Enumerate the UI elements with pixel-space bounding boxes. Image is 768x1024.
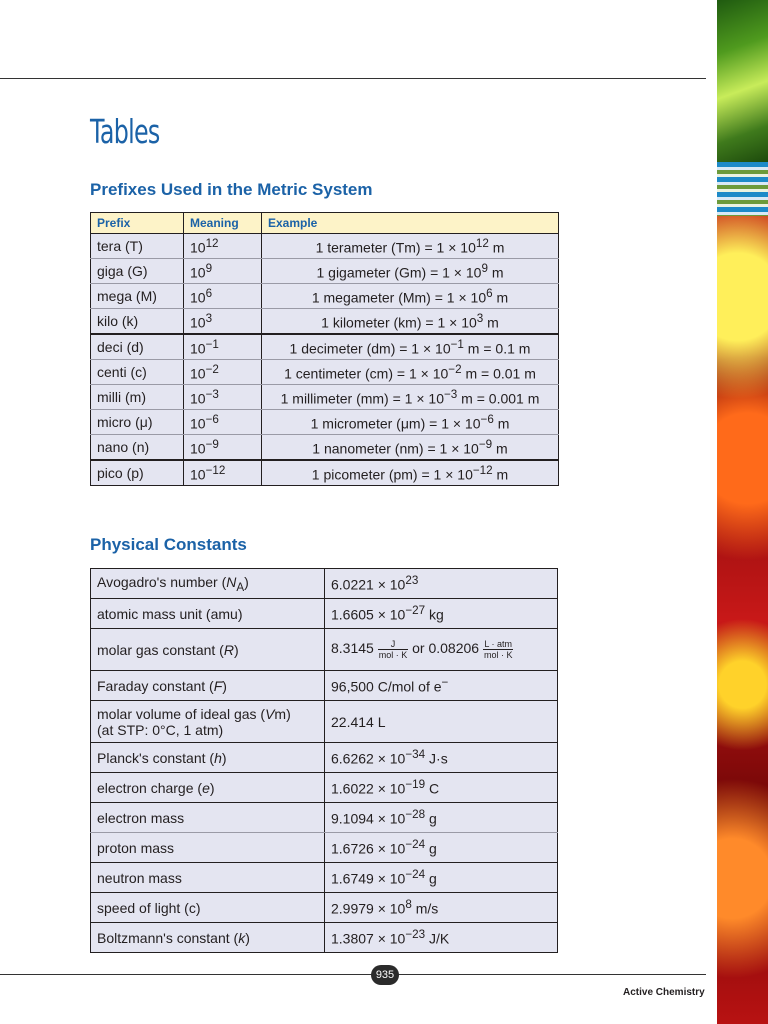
meaning-cell — [184, 259, 262, 284]
example-exponent: −1 — [450, 337, 464, 351]
prefix-cell: kilo (k) — [91, 309, 184, 335]
side-image-red — [717, 216, 768, 1024]
constant-value: 96,500 C/mol of e — [331, 678, 442, 695]
constant-name-end: ) — [245, 929, 250, 946]
example-text: 1 micrometer (μm) = 1 × 10 — [310, 415, 481, 432]
side-image-stripes — [717, 162, 768, 216]
constant-row — [91, 773, 558, 803]
example-suffix: m — [483, 314, 499, 331]
example-cell — [262, 435, 559, 461]
meaning-exponent: 6 — [205, 286, 213, 300]
example-cell — [262, 385, 559, 410]
constant-name-cell — [91, 743, 325, 773]
example-cell — [262, 334, 559, 360]
constant-value-cell — [325, 629, 558, 671]
constant-value-cell — [325, 569, 558, 599]
constant-name: molar gas constant ( — [97, 641, 224, 658]
example-exponent: 12 — [475, 236, 489, 250]
constant-name: neutron mass — [97, 869, 182, 886]
constant-name-cell — [91, 629, 325, 671]
constant-name-cell — [91, 773, 325, 803]
constant-name-cell — [91, 833, 325, 863]
prefix-table — [90, 212, 559, 486]
meaning-exponent: −3 — [205, 387, 219, 401]
constant-unit: kg — [425, 606, 444, 623]
constant-name: atomic mass unit (amu) — [97, 605, 243, 622]
constant-name-end: m) — [274, 705, 291, 722]
example-text: 1 millimeter (mm) = 1 × 10 — [280, 390, 444, 407]
constant-name-end: ) — [222, 677, 227, 694]
fraction-denominator: mol · K — [378, 650, 408, 660]
example-exponent: −2 — [448, 362, 462, 376]
prefix-cell: nano (n) — [91, 435, 184, 461]
constant-symbol: F — [213, 677, 223, 694]
constant-name-end: ) — [209, 779, 215, 796]
constant-exponent: −24 — [405, 868, 426, 882]
constant-name: Faraday constant ( — [97, 677, 214, 694]
constant-name: electron charge ( — [97, 779, 203, 796]
example-text: 1 megameter (Mm) = 1 × 10 — [311, 289, 487, 306]
constant-value: 2.9979 × 10 — [331, 900, 406, 917]
constant-value: 1.6605 × 10 — [331, 606, 406, 623]
constant-name-cell — [91, 599, 325, 629]
meaning-base: 10 — [190, 466, 206, 483]
meaning-base: 10 — [190, 289, 206, 306]
constant-value-cell — [325, 701, 558, 743]
fraction-numerator: J — [378, 639, 409, 650]
constant-name: Planck's constant ( — [97, 749, 215, 766]
meaning-base: 10 — [190, 314, 206, 331]
prefix-row — [91, 284, 559, 309]
constant-value: 6.6262 × 10 — [331, 750, 406, 767]
constant-unit: g — [425, 840, 437, 857]
example-text: 1 nanometer (nm) = 1 × 10 — [312, 440, 479, 457]
constant-name-line2: (at STP: 0°C, 1 atm) — [97, 721, 224, 738]
constant-name-cell — [91, 803, 325, 833]
meaning-base: 10 — [190, 239, 206, 256]
example-text: 1 kilometer (km) = 1 × 10 — [321, 314, 477, 331]
prefix-cell: tera (T) — [91, 234, 184, 259]
example-exponent: −12 — [472, 463, 493, 477]
constant-value: 1.6749 × 10 — [331, 870, 406, 887]
meaning-base: 10 — [190, 365, 206, 382]
prefix-cell: deci (d) — [91, 334, 184, 360]
meaning-cell — [184, 460, 262, 486]
example-suffix: m — [492, 440, 508, 457]
prefix-cell: giga (G) — [91, 259, 184, 284]
example-suffix: m = 0.01 m — [461, 365, 536, 382]
constant-row — [91, 569, 558, 599]
example-cell — [262, 460, 559, 486]
prefix-cell: micro (μ) — [91, 410, 184, 435]
example-text: 1 gigameter (Gm) = 1 × 10 — [316, 264, 482, 281]
prefix-cell: mega (M) — [91, 284, 184, 309]
constants-table — [90, 568, 558, 953]
decorative-side-image — [717, 0, 768, 1024]
constant-value: 1.6022 × 10 — [331, 780, 406, 797]
constant-name: electron mass — [97, 809, 185, 826]
constant-name-end: ) — [244, 573, 249, 590]
meaning-base: 10 — [190, 390, 206, 407]
example-text: 1 terameter (Tm) = 1 × 10 — [315, 239, 476, 256]
constant-name-cell — [91, 863, 325, 893]
prefix-row — [91, 234, 559, 259]
constant-symbol: e — [202, 779, 210, 796]
page-number-badge: 935 — [371, 965, 399, 985]
constant-value-cell — [325, 671, 558, 701]
constant-exponent: −34 — [405, 748, 426, 762]
constant-symbol: k — [238, 929, 246, 946]
header-prefix: Prefix — [91, 213, 184, 234]
meaning-base: 10 — [190, 340, 206, 357]
constant-value-cell — [325, 893, 558, 923]
constant-exponent: − — [441, 676, 449, 690]
constant-symbol: R — [223, 641, 234, 658]
side-image-green — [717, 0, 768, 162]
constant-unit: g — [425, 810, 437, 827]
example-suffix: m = 0.001 m — [457, 390, 540, 407]
prefix-row — [91, 334, 559, 360]
example-text: 1 picometer (pm) = 1 × 10 — [311, 466, 473, 483]
constant-value-cell — [325, 773, 558, 803]
constant-name-end: ) — [221, 749, 227, 766]
constant-exponent: −28 — [405, 808, 426, 822]
constant-name: Boltzmann's constant ( — [97, 929, 239, 946]
constant-row — [91, 701, 558, 743]
page-title: Tables — [90, 112, 160, 151]
constant-value-cell — [325, 863, 558, 893]
meaning-exponent: −2 — [205, 362, 219, 376]
example-cell — [262, 309, 559, 335]
constant-symbol: N — [226, 573, 237, 590]
meaning-cell — [184, 234, 262, 259]
example-suffix: m — [492, 289, 509, 306]
unit-fraction — [483, 639, 514, 660]
meaning-cell — [184, 360, 262, 385]
example-cell — [262, 410, 559, 435]
meaning-cell — [184, 334, 262, 360]
example-exponent: 3 — [476, 311, 484, 325]
example-text: 1 decimeter (dm) = 1 × 10 — [289, 340, 451, 357]
example-exponent: −6 — [480, 412, 494, 426]
example-text: 1 centimeter (cm) = 1 × 10 — [284, 365, 449, 382]
fraction-numerator: L · atm — [484, 639, 513, 649]
constant-name-end: ) — [233, 641, 239, 658]
meaning-exponent: 12 — [205, 236, 219, 250]
footer-book-title: Active Chemistry — [623, 987, 705, 998]
meaning-cell — [184, 385, 262, 410]
constant-value: 22.414 L — [331, 713, 386, 730]
meaning-base: 10 — [190, 440, 206, 457]
prefix-row — [91, 460, 559, 486]
constant-name-cell — [91, 893, 325, 923]
example-suffix: m = 0.1 m — [463, 340, 531, 357]
prefix-row — [91, 410, 559, 435]
constant-value: 1.6726 × 10 — [331, 840, 406, 857]
meaning-cell — [184, 284, 262, 309]
constant-unit: J·s — [425, 750, 448, 767]
example-suffix: m — [488, 239, 505, 256]
example-exponent: −3 — [443, 387, 458, 401]
constant-name-cell — [91, 671, 325, 701]
constant-exponent: −24 — [405, 838, 426, 852]
prefix-row — [91, 309, 559, 335]
prefix-row — [91, 259, 559, 284]
meaning-exponent: 3 — [205, 311, 213, 325]
constant-value-alt: or 0.08206 — [408, 640, 483, 657]
constant-symbol: V — [265, 705, 275, 722]
meaning-cell — [184, 410, 262, 435]
header-example: Example — [262, 213, 559, 234]
prefix-row — [91, 385, 559, 410]
meaning-exponent: −6 — [205, 412, 219, 426]
constant-row — [91, 863, 558, 893]
prefix-table-header — [91, 213, 559, 234]
constant-subscript: A — [236, 580, 245, 594]
constant-exponent: 23 — [405, 574, 419, 588]
constant-value: 8.3145 — [331, 640, 374, 657]
constant-unit: J/K — [425, 930, 450, 947]
prefix-row — [91, 360, 559, 385]
constant-row — [91, 803, 558, 833]
constant-name: molar volume of ideal gas ( — [97, 705, 266, 722]
example-suffix: m — [493, 415, 510, 432]
meaning-exponent: −9 — [205, 437, 219, 451]
constant-value: 6.0221 × 10 — [331, 576, 406, 593]
constant-value-cell — [325, 923, 558, 953]
constant-name: speed of light (c) — [97, 899, 201, 916]
bottom-rule — [0, 974, 706, 975]
fraction-denominator: mol · K — [483, 650, 513, 660]
constant-exponent: 8 — [405, 898, 412, 912]
meaning-cell — [184, 309, 262, 335]
constant-name-cell — [91, 923, 325, 953]
prefix-section-title: Prefixes Used in the Metric System — [90, 180, 373, 199]
meaning-base: 10 — [190, 264, 206, 281]
example-suffix: m — [487, 264, 504, 281]
constant-value-cell — [325, 743, 558, 773]
constant-value: 9.1094 × 10 — [331, 810, 406, 827]
header-meaning: Meaning — [184, 213, 262, 234]
constant-value-cell — [325, 599, 558, 629]
prefix-cell: centi (c) — [91, 360, 184, 385]
example-exponent: −9 — [478, 437, 493, 451]
meaning-cell — [184, 435, 262, 461]
constant-unit: g — [425, 870, 437, 887]
constant-exponent: −27 — [405, 604, 426, 618]
constant-unit: C — [425, 780, 440, 797]
constant-value-cell — [325, 803, 558, 833]
prefix-cell: milli (m) — [91, 385, 184, 410]
meaning-exponent: 9 — [205, 261, 213, 275]
constant-exponent: −23 — [405, 928, 426, 942]
constant-row — [91, 893, 558, 923]
example-cell — [262, 284, 559, 309]
constant-symbol: h — [214, 749, 222, 766]
constant-name: Avogadro's number ( — [97, 573, 227, 590]
unit-fraction — [378, 639, 409, 660]
constant-unit: m/s — [411, 900, 439, 917]
prefix-row — [91, 435, 559, 461]
constant-name-cell — [91, 701, 325, 743]
meaning-exponent: −1 — [205, 337, 219, 351]
constants-section-title: Physical Constants — [90, 535, 247, 554]
example-exponent: 9 — [481, 261, 488, 275]
constant-row — [91, 833, 558, 863]
example-cell — [262, 234, 559, 259]
prefix-cell: pico (p) — [91, 460, 184, 486]
constant-row — [91, 629, 558, 671]
constant-name-cell — [91, 569, 325, 599]
meaning-base: 10 — [190, 415, 206, 432]
constant-row — [91, 923, 558, 953]
example-cell — [262, 360, 559, 385]
constant-row — [91, 671, 558, 701]
top-rule — [0, 78, 706, 79]
constant-row — [91, 743, 558, 773]
constant-value: 1.3807 × 10 — [331, 930, 406, 947]
example-cell — [262, 259, 559, 284]
constant-row — [91, 599, 558, 629]
constant-exponent: −19 — [405, 778, 426, 792]
meaning-exponent: −12 — [205, 463, 226, 477]
constant-name: proton mass — [97, 839, 175, 856]
constant-value-cell — [325, 833, 558, 863]
example-exponent: 6 — [486, 286, 493, 300]
example-suffix: m — [492, 466, 509, 483]
